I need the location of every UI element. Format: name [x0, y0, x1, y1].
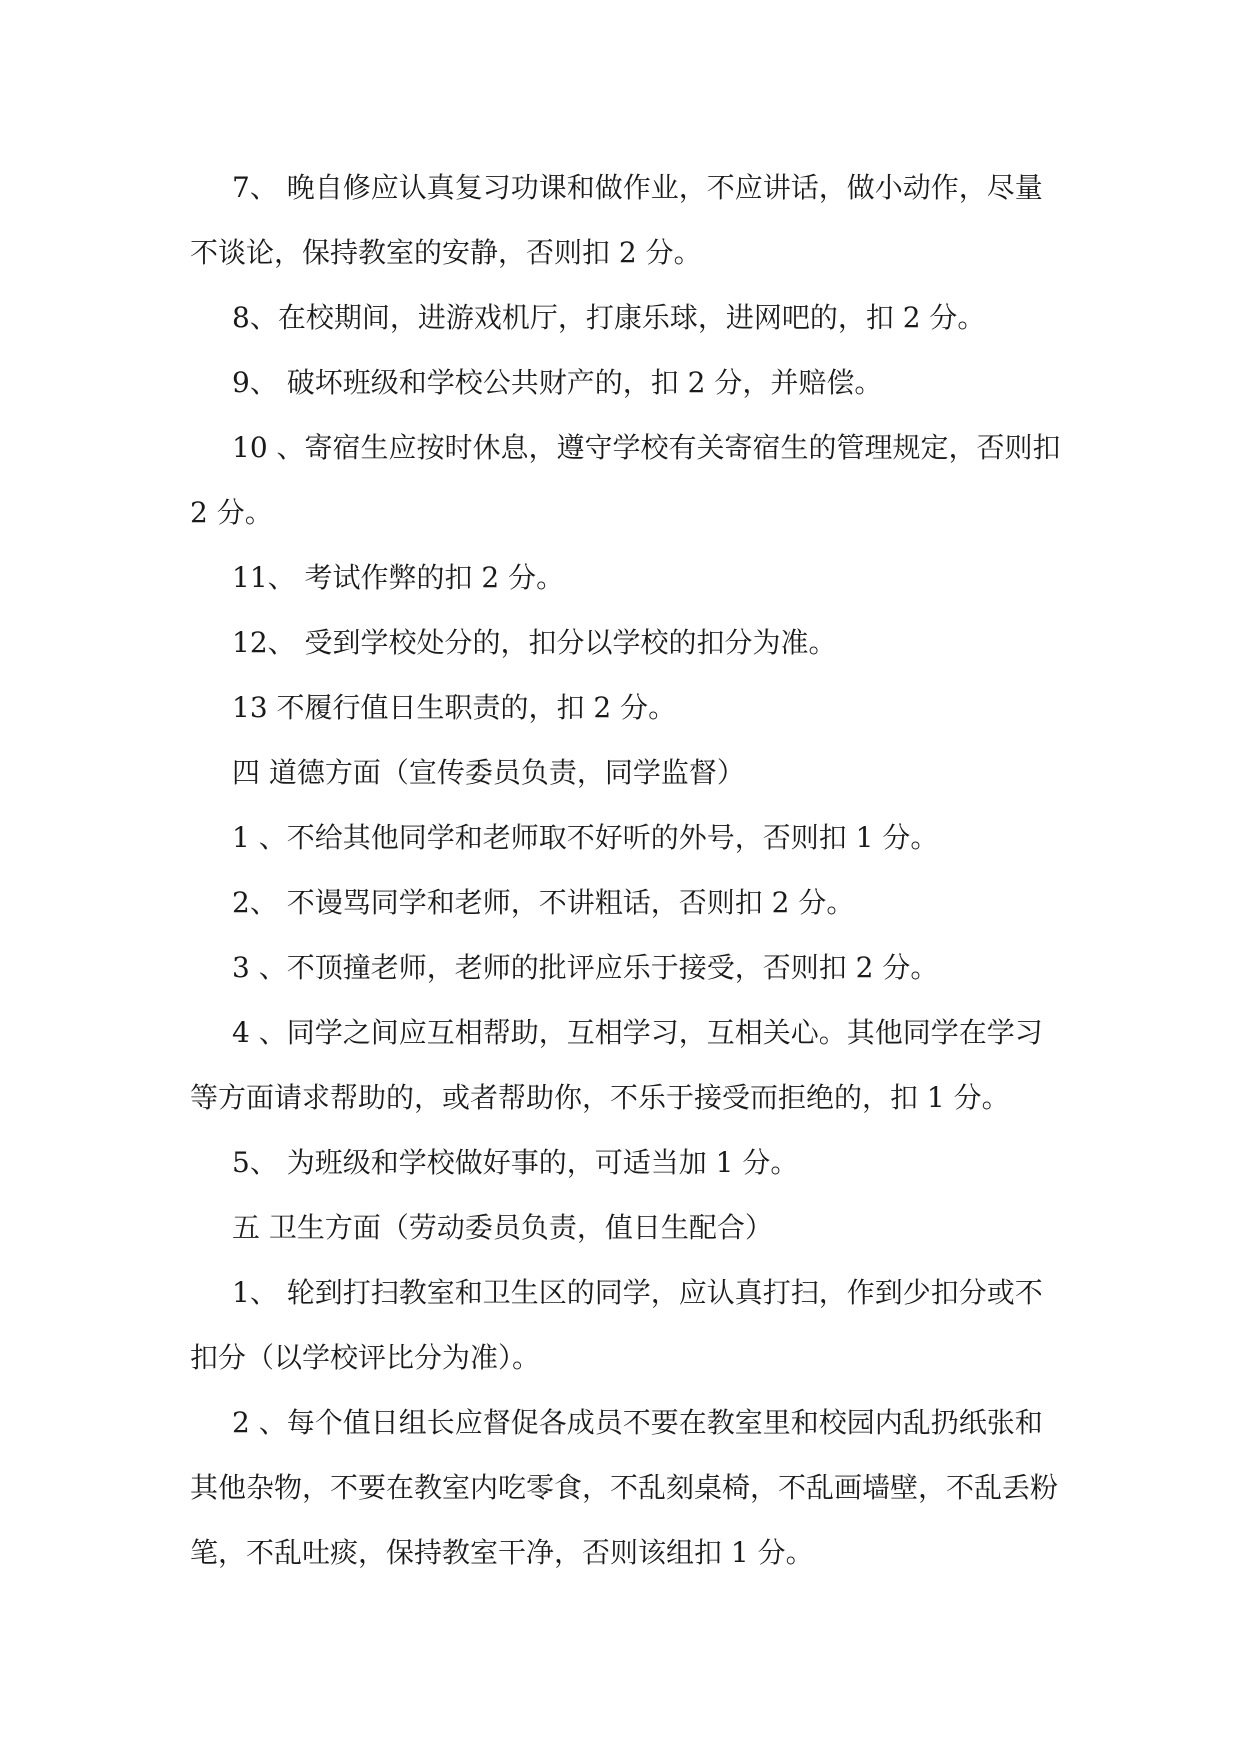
rule-item-7: 7、 晚自修应认真复习功课和做作业，不应讲话，做小动作，尽量不谈论，保持教室的安静，否则扣 2 分。	[190, 171, 1043, 269]
morality-item-2: 2、 不谩骂同学和老师，不讲粗话，否则扣 2 分。	[232, 886, 855, 919]
rule-item-10: 10 、寄宿生应按时休息，遵守学校有关寄宿生的管理规定，否则扣 2 分。	[190, 431, 1061, 529]
morality-item-3: 3 、不顶撞老师，老师的批评应乐于接受，否则扣 2 分。	[232, 951, 939, 984]
rule-item-12: 12、 受到学校处分的，扣分以学校的扣分为准。	[232, 626, 837, 659]
rule-item-11: 11、 考试作弊的扣 2 分。	[232, 561, 565, 594]
morality-item-1: 1 、不给其他同学和老师取不好听的外号，否则扣 1 分。	[232, 821, 939, 854]
rule-item-8: 8、在校期间，进游戏机厅，打康乐球，进网吧的，扣 2 分。	[232, 301, 986, 334]
document-body	[190, 155, 1070, 1585]
morality-item-5: 5、 为班级和学校做好事的，可适当加 1 分。	[232, 1146, 799, 1179]
section-heading-morality: 四 道德方面（宣传委员负责，同学监督）	[232, 756, 745, 789]
rule-item-13: 13 不履行值日生职责的，扣 2 分。	[232, 691, 677, 724]
rule-item-9: 9、 破坏班级和学校公共财产的，扣 2 分，并赔偿。	[232, 366, 883, 399]
morality-item-4: 4 、同学之间应互相帮助，互相学习，互相关心。其他同学在学习等方面请求帮助的，或者帮助你，不乐于接受而拒绝的，扣 1 分。	[190, 1016, 1043, 1114]
hygiene-item-2: 2 、每个值日组长应督促各成员不要在教室里和校园内乱扔纸张和其他杂物，不要在教室内吃零食，不乱刻桌椅，不乱画墙壁，不乱丢粉笔，不乱吐痰，保持教室干净，否则该组扣 1 分。	[190, 1406, 1059, 1569]
hygiene-item-1: 1、 轮到打扫教室和卫生区的同学，应认真打扫，作到少扣分或不扣分（以学校评比分为准）。	[190, 1276, 1043, 1374]
section-heading-hygiene: 五 卫生方面（劳动委员负责，值日生配合）	[232, 1211, 773, 1244]
